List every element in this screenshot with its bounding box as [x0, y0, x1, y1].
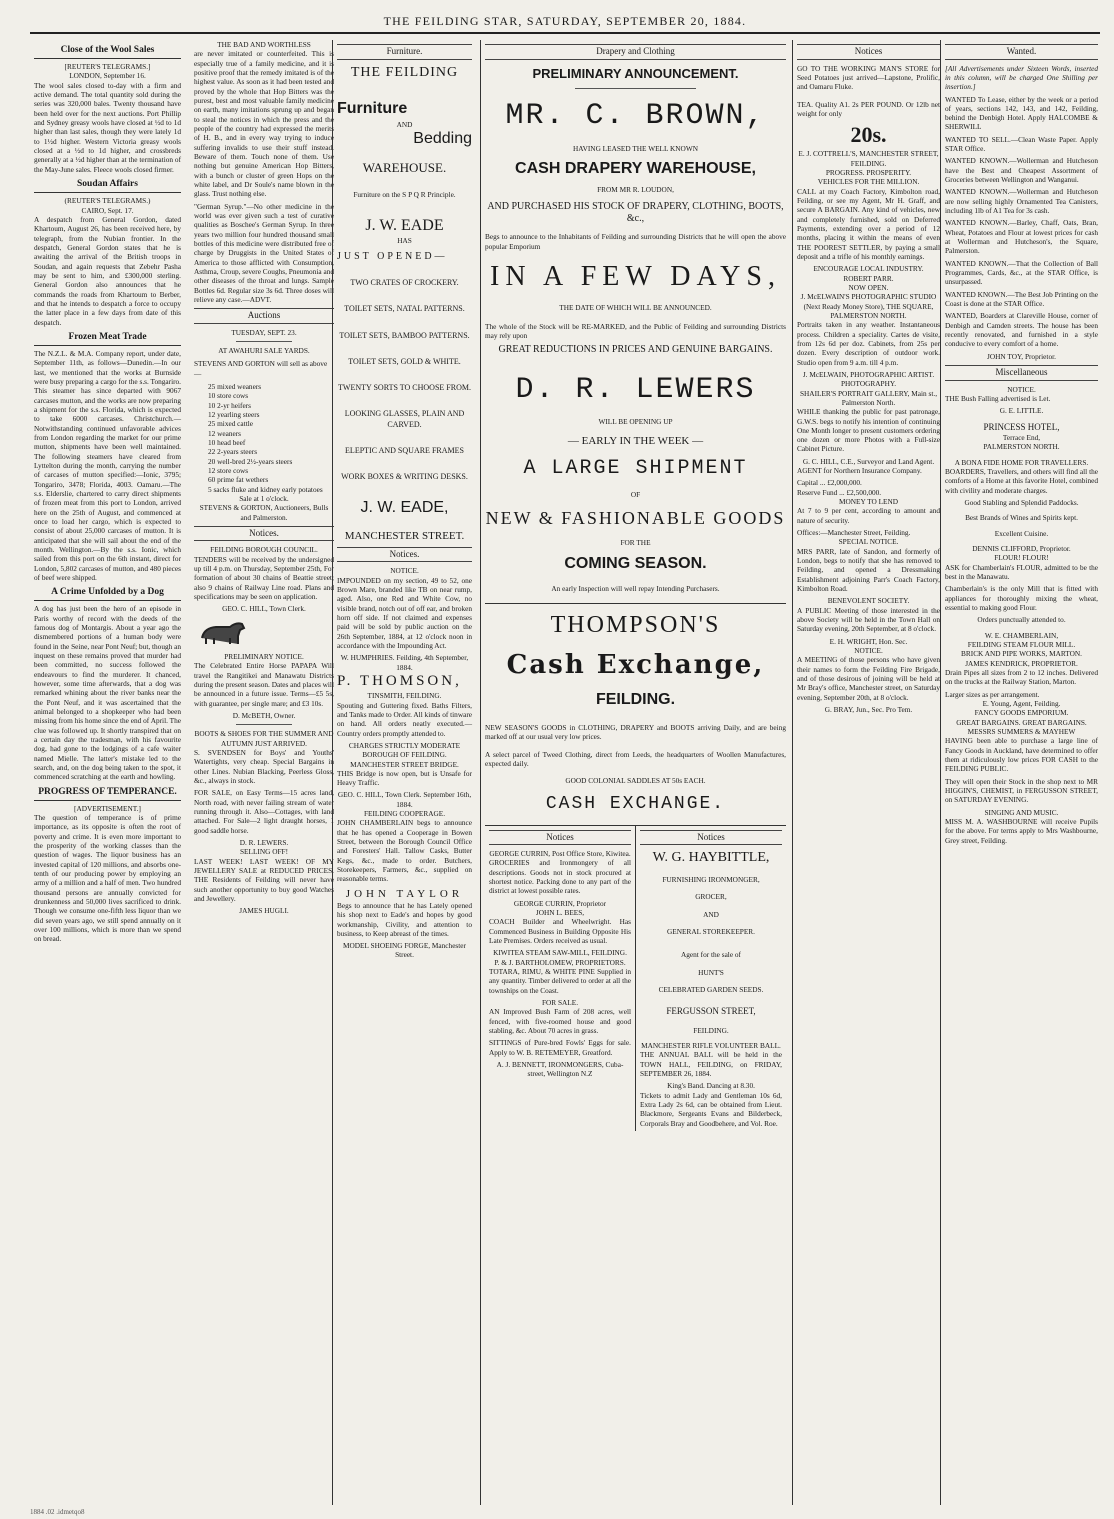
furniture-line-1: THE FEILDING — [350, 64, 459, 80]
soudan-title: Soudan Affairs — [34, 178, 181, 193]
furniture-item: LOOKING GLASSES, PLAIN AND CARVED. — [344, 409, 465, 429]
lewers-title: D. R. LEWERS — [515, 372, 756, 407]
wanted-item: WANTED KNOWN.—The Best Job Printing on the Coast is done at the STAR Office. — [945, 289, 1099, 309]
sale-sign: D. R. LEWERS. — [239, 837, 289, 847]
notices-left — [485, 826, 635, 1132]
tweed-line: A select parcel of Tweed Clothing, direct from Leeds, the headquarters of Woollen Manufactures, expected daily. — [485, 749, 786, 768]
wanted-item: WANTED, Boarders at Clareville House, corner of Denbigh and Camden streets. The house has been recently renovated, and furnished in a style conducive to every comfort of a home. — [945, 311, 1098, 349]
auctions-head: Auctions — [194, 308, 334, 324]
thomson-sub: TINSMITH, FEILDING. — [367, 691, 442, 701]
early-line: — EARLY IN THE WEEK — — [567, 435, 704, 448]
wanted-item: WANTED TO SELL.—Clean Waste Paper. Apply STAR Office. — [945, 134, 1098, 154]
haybittle-line: CELEBRATED GARDEN SEEDS. — [658, 984, 764, 994]
encourage-line: ENCOURAGE LOCAL INDUSTRY. — [813, 264, 924, 274]
miss-body: MISS M. A. WASHBOURNE will receive Pupils for the above. For terms apply to Mrs Washbourne, Grey street, Feilding. — [945, 816, 1098, 845]
of-line: OF — [630, 489, 641, 499]
coming-season: COMING SEASON. — [564, 554, 707, 572]
studio-body: Portraits taken in any weather. Instantaneous process. Children a speciality. Cartes de visite, from 12s 6d per doz. Cabinets, from 25s per dozen. Every description of outdoor work. Studio open from 9 a.m. till 4 p.m. — [797, 320, 940, 367]
misc-head: Miscellaneous — [945, 365, 1098, 381]
footer-mark: 1884 .02 .idmetqo8 — [30, 1508, 85, 1516]
haybittle-line: FEILDING. — [693, 1025, 729, 1035]
now-open: NOW OPEN. — [848, 282, 889, 292]
benevolent-body: A PUBLIC Meeting of those interested in the above Society will be held in the Town Hall on Saturday evening, 20th September, at 8 o'clock. — [797, 605, 940, 634]
studio-title: J. McELWAIN'S PHOTOGRAPHIC STUDIO (Next Ready Money Store), THE SQUARE, PALMERSTON NORTH. — [800, 292, 937, 320]
notices-right-head: Notices — [640, 830, 782, 846]
bona-line: A BONA FIDE HOME FOR TRAVELLERS. — [954, 457, 1089, 467]
notices-head: Notices. — [194, 526, 334, 542]
bennett-line: A. J. BENNETT, IRONMONGERS, Cuba-street, Wellington N.Z — [496, 1059, 624, 1079]
list-item: 12 yearling steers — [208, 410, 260, 419]
furniture-item: TWO CRATES OF CROCKERY. — [350, 278, 459, 288]
having-body: HAVING been able to purchase a large line of Fancy Goods in Auckland, have determined to offer them at ridiculously low prices FOR CASH to the FEILDING PUBLIC. — [945, 736, 1098, 774]
drain-body: Drain Pipes all sizes from 2 to 12 inches. Delivered on the trucks at the Railway Station, Marton. — [945, 667, 1098, 687]
furniture-line-3: AND — [396, 119, 413, 129]
taylor-sign: MODEL SHOEING FORGE, Manchester Street. — [343, 941, 466, 960]
list-item: 5 sacks fluke and kidney early potatoes — [208, 484, 323, 494]
parr-sign: ROBERT PARR. — [843, 273, 894, 283]
thompson-title: THOMPSON'S — [485, 603, 786, 641]
totara-body: TOTARA, RIMU, & WHITE PINE Supplied in any quantity. Timber delivered to order at all the townships on the Coast. — [489, 966, 631, 995]
mill-body: Chamberlain's is the only Mill that is fitted with appliances for thoroughly mixing the wheat, essential to making good Flour. — [945, 584, 1098, 612]
progress-line: PROGRESS. PROSPERITY. — [825, 167, 912, 177]
vehicles-title: VEHICLES FOR THE MILLION. — [817, 177, 920, 187]
mill-sign: FEILDING STEAM FLOUR MILL. — [967, 639, 1076, 649]
auction-firm: STEVENS AND GORTON will sell as above— — [194, 359, 328, 378]
photo-title: PHOTOGRAPHY. — [840, 379, 897, 389]
auction-items — [194, 382, 334, 494]
leased-line: HAVING LEASED THE WELL KNOWN — [573, 143, 698, 153]
notice-body: IMPOUNDED on my section, 49 to 52, one Brown Mare, branded like TB on near rump, aged. Also, one Red and White Cow, no visible brand, notch out of off ear, and broken horn off side. If not claimed and expenses paid will be sold by public auction on the 26th September, 1884, at 12 o'clock noon in accordance with the Impounding Act. — [337, 575, 472, 651]
dog-title: A Crime Unfolded by a Dog — [34, 586, 181, 601]
princess-title: PRINCESS HOTEL, — [983, 421, 1060, 432]
dog-body: A dog has just been the hero of an episode in Paris worthy of record with the deeds of the famous dog of Montargis. About a year ago the dismembered portions of a human body were found in the Seine, near Pont Neuf; but, though an inquest on these remains proved that murder had been committed, no success followed the endeavours to find the murderer. It chanced, however, some time afterwards, that a dog was remarked whining about the river banks near the the Pont Neuf, and it was ascertained that the animal belonged to a shopkeeper who had been missing from his home since the end of April. The clue was followed up. It shortly transpired that on a certain day the tradesman, with his favourite dog, had gone to the lodgings of a cafe waiter named Mielle. The latter's mistake led to the search, and, on the dog being taken to the spot, it commenced scratching at the earth and howling. — [34, 604, 181, 782]
shailer-title: SHAILER'S PORTRAIT GALLERY, Main st., Palmerston North. — [799, 388, 938, 407]
furniture-item: TWENTY SORTS TO CHOOSE FROM. — [338, 383, 471, 393]
list-item: 22 2-years steers — [208, 447, 258, 457]
boots-body: S. SVENDSEN for Boys' and Youths' Watertights, very cheap. Special Bargains in other Lines. Nubian Blacking, Peerless Gloss, &c., always in stock. — [194, 748, 334, 786]
shailer-body: WHILE thanking the public for past patronage, G.W.S. begs to notify his intention of continuing One Month longer to present customers ordering one dozen or more Photos with a Full-size Cabinet Picture. — [797, 407, 940, 454]
little-sign: G. E. LITTLE. — [999, 406, 1044, 416]
furniture-line-4: Bedding — [413, 130, 472, 148]
selling-title: SELLING OFF! — [239, 847, 289, 857]
divider — [236, 724, 292, 725]
mcelwain-sign: J. McELWAIN, PHOTOGRAPHIC ARTIST. — [802, 369, 935, 379]
capital-line: Capital ... £2,000,000. — [797, 478, 862, 488]
summers-title: MESSRS SUMMERS & MAYHEW — [967, 726, 1076, 736]
temperance-body: The question of temperance is of prime importance, as its opposite is often the root of poverty and crime. It is even more important to the prosperity of the working classes than the question of wages. The liquor business has an invested capital of 120 millions, and absorbs one-tenth of our producing power by employing an army of a million and a half of men. Two hundred thousand persons are annually convicted for drunkenness and 50,000 lives sacrificed to drink. Though we consume one-fifth less liquor than we did seven years ago, we still spend annually on it over 100 millions, which is more than we spend on bread. — [34, 813, 181, 944]
wright-sign: E. H. WRIGHT, Hon. Sec. — [829, 636, 908, 646]
wool-title: Close of the Wool Sales — [34, 44, 181, 59]
wanted-head: Wanted. — [945, 44, 1098, 60]
column-news — [30, 40, 185, 1505]
barth-line: P. & J. BARTHOLOMEW, PROPRIETORS. — [494, 957, 626, 967]
list-item: 10 store cows — [208, 391, 249, 401]
coop-title: FEILDING COOPERAGE. — [363, 809, 446, 819]
haybittle-line: AND — [703, 909, 719, 919]
money-title: MONEY TO LEND — [838, 497, 899, 507]
notices-head: Notices. — [337, 547, 472, 563]
great-line: GREAT REDUCTIONS IN PRICES AND GENUINE BARGAINS. — [498, 343, 773, 355]
currin-body: GROCERIES and Ironmongery of all descriptions. Goods not in stock procured at shortest notice. Packing done to any part of the district at lowest possible rates. — [489, 858, 631, 896]
band-line: King's Band. Dancing at 8.30. — [667, 1081, 755, 1091]
soudan-body: A despatch from General Gordon, dated Khartoum, August 26, has been received here, by telegraph, from the Nubian frontier. In the despatch, General Gordon states that he is awaiting the arrival of the British troops in Soudan, and again requests that Zebehr Pasha may be sent to him, and £300,000 sterling. General Gordon also announces that he commands the roads from Khartoum to Berber, and that he intends to despatch a force to occupy the latter place in a few days from date of this despatch. — [34, 214, 181, 327]
bees-name: JOHN L. BEES, — [535, 908, 585, 917]
bray-sign: G. BRAY, Jun., Sec. Pro Tem. — [824, 705, 913, 715]
notice-title: NOTICE. — [390, 566, 419, 576]
drapery-head: Drapery and Clothing — [485, 44, 786, 60]
haybittle-title: W. G. HAYBITTLE, — [652, 850, 770, 866]
masthead: THE FEILDING STAR, SATURDAY, SEPTEMBER 20, 1884. — [30, 8, 1100, 34]
tea-price: 20s. — [850, 122, 887, 148]
notice-sign: W. HUMPHRIES. Feilding, 4th September, 1884. — [340, 653, 469, 672]
furniture-line-5: WAREHOUSE. — [362, 159, 447, 175]
saddles-line: GOOD COLONIAL SADDLES AT 50s EACH. — [565, 776, 706, 786]
furniture-line-9: JUST OPENED— — [337, 251, 448, 263]
syrup-body: "German Syrup."—No other medicine in the world was ever given such a test of curative qualities as Boschee's German Syrup. In three years two million four hundred thousand small bottles of this medicine were distributed free of charge by Druggists in the United States of America to those afflicted with Consumption, Asthma, Croup, severe Coughs, Pneumonia and other diseases of the throat and lungs. Sample Bottles 6d. Regular size 3s 6d. Three doses will relieve any case.—ADVT. — [194, 201, 334, 304]
young-line: E. Young, Agent, Feilding. — [982, 698, 1061, 708]
fire-body: A MEETING of those persons who have given their names to form the Feilding Fire Brigade, and of those desirous of joining will be held at Mr Bray's office, Manchester street, on Saturday evening, September 20th, at 8 o'clock. — [797, 655, 940, 702]
rifle-title: MANCHESTER RIFLE VOLUNTEER BALL. — [641, 1041, 781, 1051]
list-item: 12 store cows — [208, 465, 249, 475]
stock-line: AND PURCHASED HIS STOCK OF DRAPERY, CLOTHING, BOOTS, &c., — [487, 200, 784, 225]
list-item: 60 prime fat wethers — [208, 475, 269, 485]
haybittle-line: FURNISHING IRONMONGER, — [662, 874, 760, 884]
furniture-line-8: HAS — [397, 236, 412, 246]
notices-head: Notices — [797, 44, 940, 60]
larger-line: Larger sizes as per arrangement. — [945, 689, 1040, 699]
thomson-tag: CHARGES STRICTLY MODERATE — [348, 740, 461, 750]
auction-date: TUESDAY, SEPT. 23. — [231, 327, 297, 337]
wanted-item: WANTED KNOWN.—Wollerman and Hutcheson are now selling highly Ornamented Tea Canisters, including 1lb of A1 Tea for 3s cash. — [945, 187, 1098, 216]
wool-dateline: LONDON, September 16. — [69, 71, 146, 81]
fowls-body: SITTINGS of Pure-bred Fowls' Eggs for sale. Apply to W. B. RETEMEYER, Greatford. — [489, 1038, 631, 1057]
wool-agency: [REUTER'S TELEGRAMS.] — [64, 62, 151, 72]
wanted-item: WANTED To Lease, either by the week or a period of years, sections 142, 143, and 142, Feilding, behind the Denbigh Hotel. Apply HALCOMBE & SHERWILL — [945, 94, 1098, 132]
exchange-title: Cash Exchange, — [506, 650, 765, 681]
bush-body: THE Bush Falling advertised is Let. — [945, 393, 1051, 403]
selling-body: LAST WEEK! LAST WEEK! OF MY JEWELLERY SALE at REDUCED PRICES. THE Residents of Feilding will never have such another opportunity to buy good Watches and Jewellery. — [194, 856, 334, 903]
taylor-body: Begs to announce that he has Lately opened his shop next to Eade's and hopes by good workmanship, Civility, and attention to business, to Keep abreast of the times. — [337, 900, 472, 938]
haybittle-line: GENERAL STOREKEEPER. — [667, 926, 755, 936]
will-line: WILL BE OPENING UP — [598, 416, 673, 426]
hill-sign: G. C. HILL, C.E., Surveyor and Land Agent. — [802, 456, 935, 466]
singing-title: SINGING AND MUSIC. — [984, 807, 1059, 817]
ask-body: ASK for Chamberlain's FLOUR, admitted to be the best in the Manawatu. — [945, 562, 1098, 581]
boots-title: BOOTS & SHOES FOR THE SUMMER AND AUTUMN JUST ARRIVED. — [194, 729, 334, 748]
toy-sign: JOHN TOY, Proprietor. — [987, 351, 1056, 361]
furniture-item: TOILET SETS, NATAL PATTERNS. — [344, 304, 465, 314]
column-notices — [792, 40, 944, 1505]
wanted-item: WANTED KNOWN.—Wollerman and Hutcheson have the Best and Cheapest Assortment of Groceries between Wellington and Wanganui. — [945, 156, 1098, 185]
council-title: FEILDING BOROUGH COUNCIL. — [210, 545, 318, 555]
furniture-line-10: J. W. EADE, — [360, 499, 449, 517]
bad-body: are never imitated or counterfeited. This is especially true of a family medicine, and it is positive proof that the remedy imitated is of the highest value. As soon as it had been tested and proved by the whole that Hop Bitters was the purest, best and most valuable family medicine on earth, many imitations sprung up and began to steal the notices in which the press and the people of the country had expressed the merits of H. B., and in every way trying to induce suffering invalids to use their stuff instead. Beware of them. Touch none of them. Use nothing but genuine American Hop Bitters, with a bunch or cluster of green Hops on the white label, and Dr Soule's name blown in the glass. Trust nothing else. — [194, 49, 334, 199]
divider — [575, 88, 695, 89]
benevolent-title: BENEVOLENT SOCIETY. — [827, 596, 910, 606]
great-title: GREAT BARGAINS. GREAT BARGAINS. — [956, 717, 1087, 727]
papapa-sign: D. McBETH, Owner. — [232, 711, 296, 721]
stabling-line: Good Stabling and Splendid Paddocks. — [964, 498, 1079, 508]
bridge-body: THIS Bridge is now open, but is Unsafe for Heavy Traffic. — [337, 768, 472, 788]
season-line: NEW SEASON'S GOODS in CLOTHING, DRAPERY and BOOTS arriving Daily, and are being marked off at our usual very low prices. — [485, 722, 786, 742]
soudan-dateline: CAIRO, Sept. 17. — [81, 205, 134, 215]
council-body: TENDERS will be received by the undersigned up till 4 p.m. on Thursday, September 25th, For formation of about 30 chains of Beattie street; also 9 chains of Railway Line road. Plans and specifications may be seen on application. — [194, 554, 334, 602]
begs-line: Begs to announce to the Inhabitants of Feilding and surrounding Districts that he will open the above popular Emporium — [485, 232, 786, 251]
list-item: 25 mixed weaners — [208, 382, 262, 392]
auction-place: AT AWAHURI SALE YARDS. — [218, 346, 310, 356]
haybittle-line: GROCER, — [695, 892, 727, 902]
fancy-title: FANCY GOODS EMPORIUM. — [974, 708, 1069, 718]
bad-title: THE BAD AND WORTHLESS — [217, 40, 311, 49]
temperance-ad-tag: [ADVERTISEMENT.] — [74, 803, 141, 813]
notice-title: NOTICE. — [1007, 384, 1036, 394]
list-item: 10 head beef — [208, 437, 246, 447]
haybittle-line: HUNT'S — [698, 967, 724, 977]
soudan-agency: (REUTER'S TELEGRAMS.) — [64, 196, 151, 206]
notice-title: NOTICE. — [854, 646, 883, 656]
furniture-item: TOILET SETS, GOLD & WHITE. — [348, 356, 461, 366]
ball-body: THE ANNUAL BALL will be held in the TOWN HALL, FEILDING, on FRIDAY, SEPTEMBER 26, 1884. — [640, 1050, 782, 1079]
terrace-line: Terrace End, — [1002, 433, 1041, 443]
bush-body: AN Improved Bush Farm of 208 acres, well fenced, with five-roomed house and good stabling, &c. About 70 acres in grass. — [489, 1007, 631, 1035]
council-sign: GEO. C. HILL, Town Clerk. — [222, 604, 306, 614]
furniture-item: ELEPTIC AND SQUARE FRAMES — [345, 445, 464, 455]
orders-line: Orders punctually attended to. — [977, 615, 1066, 625]
thomson-title: P. THOMSON, — [337, 673, 462, 690]
column-ads-1 — [190, 40, 338, 1505]
vehicles-body: CALL at my Coach Factory, Kimbolton road, Feilding, or see my Agent, Mr H. Graff, and secure A BARGAIN. Any kind of vehicles, new and completely furnished, sold on Deferred Payments, extending over a period of 12 months, placing it within the means of even THE POOREST SETTLER, by paying a small deposit and a trifle of his monthly earnings. — [797, 186, 940, 261]
few-days: IN A FEW DAYS, — [490, 260, 781, 292]
from-line: FROM MR R. LOUDON, — [597, 185, 674, 195]
insurance-body: AGENT for Northern Insurance Company. — [797, 466, 922, 476]
money-body: At 7 to 9 per cent, according to amount and nature of security. — [797, 506, 940, 525]
wanted-intro: [All Advertisements under Sixteen Words, inserted in this column, will be charged One Shilling per insertion.] — [945, 63, 1098, 92]
furniture-line-6: Furniture on the S P Q R Principle. — [353, 190, 456, 200]
auction-time: Sale at 1 o'clock. — [239, 493, 289, 503]
bridge-2: MANCHESTER STREET BRIDGE. — [350, 759, 459, 769]
wanted-item: WANTED KNOWN.—That the Collection of Ball Programmes, Cards, &c., at the STAR Office, is unsurpassed. — [945, 258, 1098, 287]
reserve-line: Reserve Fund ... £2,500,000. — [797, 487, 882, 497]
cottrell-sign: E. J. COTTRELL'S, MANCHESTER STREET, FEILDING. — [798, 149, 939, 168]
meat-body: The N.Z.L. & M.A. Company report, under date, September 11th, as follows—Dunedin.—In our last, we mentioned that the works at Burnside were busy preparing a cargo for the s.s. Tongariro. This steamer has since departed with 9067 carcases mutton, and the works are now preparing a shipment for the s.s. Florida, which is expected to take 6000 carcases. Christchurch.—Notwithstanding continued unfavorable advices from London regarding the market for our prime mutton, shipments have been well maintained. The following steamers have cleared from Lyttelton during the month, carrying the number of carcases of mutton specified:—Ionic, 3795; Tongariro, 3478; Florida, 4003. Oamaru.—The s.s. Elderslie, chartered to carry direct shipments of frozen meat from this port to London, arrived here on the 25th of August, and commenced at once to load her cargo, which is expected to consist of about 25,000 carcases of mutton. It is anticipated that she will sail about the end of the month. Wellington.—By the s.s. Ionic, which sailed from this port on the 6th instant, direct for London, 5,802 carcases of mutton, and 480 pieces of beef were shipped. — [34, 349, 181, 582]
horse-icon — [194, 618, 254, 646]
office-line: Offices:—Manchester Street, Feilding. — [797, 528, 911, 538]
bridge-1: BOROUGH OF FEILDING. — [362, 750, 447, 760]
notices-left-head: Notices — [489, 830, 631, 846]
forsale-title: FOR SALE. — [541, 997, 579, 1007]
column-drapery — [480, 40, 790, 1505]
bees-body: COACH Builder and Wheelwright. Has Commenced Business in Building Opposite His Late Premises. Orders received as usual. — [489, 917, 631, 945]
palm-line: PALMERSTON NORTH. — [983, 442, 1060, 452]
tea-body: TEA. Quality A1. 2s PER POUND. Or 12lb net weight for only — [797, 99, 940, 118]
wines-line: Best Brands of Wines and Spirits kept. — [965, 513, 1078, 523]
brick-title: BRICK AND PIPE WORKS, MARTON. — [961, 649, 1082, 659]
currin-name: GEORGE CURRIN, Post Office Store, Kiwitea. — [489, 849, 631, 859]
cash-drapery: CASH DRAPERY WAREHOUSE, — [515, 159, 756, 177]
wool-body: The wool sales closed to-day with a firm and active demand. The total quantity sold during the series was 320,000 bales. Twenty thousand have been held over for the next auctions. Port Phillip and Sydney greasy wools have closed at ½d to 1d higher than last sales, though they were lately 1d to 1½d higher. Western Victoria greasy wools closed at a ½d to 1d higher, and crossbreds generally at a ½d higher than at the termination of the May-June sales. Fleece wools closed firmer. — [34, 80, 181, 174]
tickets-body: Tickets to admit Lady and Gentleman 10s 6d, Extra Lady 2s 6d, can be obtained from Lieut. Blackmore, Sergeants Evans and Bilderbeck, Corporals Bray and Goodbehere, and Vol. Roe. — [640, 1090, 782, 1128]
inspect-line: An early Inspection will well repay Intending Purchasers. — [551, 584, 720, 594]
thomson-body: Spouting and Guttering fixed. Baths Filters, and Tanks made to Order. All kinds of tinware on hand. All orders neatly executed.—Country orders promptly attended to. — [337, 700, 472, 738]
divider — [236, 341, 292, 342]
wanted-item: WANTED KNOWN.—Barley, Chaff, Oats, Bran, Wheat, Potatoes and Flour at lowest prices for cash at Wollerman and Hutcheson's, the Square, Palmerston. — [945, 218, 1098, 256]
selling-sign: JAMES HUGLI. — [239, 906, 289, 916]
list-item: 25 mixed cattle — [208, 419, 253, 429]
kendrick-line: JAMES KENDRICK, PROPRIETOR. — [965, 658, 1078, 668]
prelim-title: PRELIMINARY ANNOUNCEMENT. — [532, 65, 739, 81]
date-line: THE DATE OF WHICH WILL BE ANNOUNCED. — [559, 302, 712, 312]
currin-sign: GEORGE CURRIN, Proprietor — [513, 898, 607, 908]
coop-body: JOHN CHAMBERLAIN begs to announce that he has opened a Cooperage in Bowen Street, between the Borough Council Office and Foresters' Hall. Tallow Casks, Butter Kegs, &c., made to order. Butchers, Storekeepers, Farmers, &c., supplied on reasonable terms. — [337, 818, 472, 884]
furniture-item: TOILET SETS, BAMBOO PATTERNS. — [339, 330, 470, 340]
column-wanted — [940, 40, 1102, 1505]
furniture-line-7: J. W. EADE — [365, 216, 444, 234]
temperance-title: PROGRESS OF TEMPERANCE. — [34, 786, 181, 801]
papapa-title: PRELIMINARY NOTICE. — [224, 652, 304, 662]
furniture-line-2: Furniture — [337, 100, 408, 118]
taylor-title: JOHN TAYLOR — [345, 887, 464, 900]
list-item: 10 2-yr heifers — [208, 400, 251, 410]
column-furniture — [332, 40, 476, 1505]
large-shipment: A LARGE SHIPMENT — [523, 457, 748, 481]
haybittle-line: FERGUSSON STREET, — [666, 1006, 756, 1017]
brown-title: MR. C. BROWN, — [505, 99, 766, 134]
boarders-body: BOARDERS, Travellers, and others will find all the comforts of a Home at this favorite Hotel, combined with civility and moderate charges. — [945, 467, 1098, 495]
go-body: GO TO THE WORKING MAN'S STORE for Seed Potatoes just arrived—Lapstone, Prolific, and Oamaru Fluke. — [797, 63, 940, 92]
clifford-sign: DENNIS CLIFFORD, Proprietor. — [972, 544, 1071, 553]
list-item: 20 well-bred 2½-years steers — [208, 456, 293, 466]
for-line: FOR THE — [620, 538, 651, 548]
bridge-sign: GEO. C. HILL, Town Clerk. September 16th, 1884. — [337, 790, 472, 809]
new-goods: NEW & FASHIONABLE GOODS — [485, 508, 786, 529]
chamberlain-sign: W. E. CHAMBERLAIN, — [984, 630, 1059, 640]
papapa-body: The Celebrated Entire Horse PAPAPA Will travel the Rangitikei and Manawatu Districts during the present season. Dates and places will be announced in a future issue. Terms—£5 5s, with guarantee, per single mare; and £3 10s. — [194, 661, 334, 708]
meat-title: Frozen Meat Trade — [34, 331, 181, 346]
furniture-head: Furniture. — [337, 44, 472, 60]
feilding-line: FEILDING. — [595, 691, 676, 709]
cuisine-line: Excellent Cuisine. — [994, 528, 1049, 538]
flour-title: FLOUR! FLOUR! — [994, 553, 1049, 563]
furniture-item: WORK BOXES & WRITING DESKS. — [341, 472, 468, 482]
mrs-parr-body: MRS PARR, late of Sandon, and formerly of London, begs to notify that she has removed to Feilding, and opened a Dressmaking Establishment adjoining Parr's Coach Factory, Kimbolton Road. — [797, 546, 940, 594]
open-body: They will open their Stock in the shop next to MR HIGGIN'S, CHEMIST, in FERGUSSON STREET, on SATURDAY EVENING. — [945, 776, 1098, 805]
furniture-line-11: MANCHESTER STREET. — [344, 529, 465, 542]
cashex-title: CASH EXCHANGE. — [545, 794, 726, 815]
auction-sign: STEVENS & GORTON, Auctioneers, Bulls and Palmerston. — [199, 503, 329, 522]
list-item: 12 weaners — [208, 428, 242, 438]
kiwitea-title: KIWITEA STEAM SAW-MILL, FEILDING. — [493, 948, 627, 958]
whole-line: The whole of the Stock will be RE-MARKED, and the Public of Feilding and surrounding Districts may rely upon — [485, 322, 786, 341]
sale-body: FOR SALE, on Easy Terms—15 acres land, North road, with never failing stream of water running through it. Also—Cottages, with land attached. For Sale—2 light draught horses, 1 good saddle horse. — [194, 788, 334, 835]
special-title: SPECIAL NOTICE. — [838, 537, 899, 547]
notices-right — [635, 826, 786, 1132]
haybittle-line: Agent for the sale of — [681, 950, 741, 960]
